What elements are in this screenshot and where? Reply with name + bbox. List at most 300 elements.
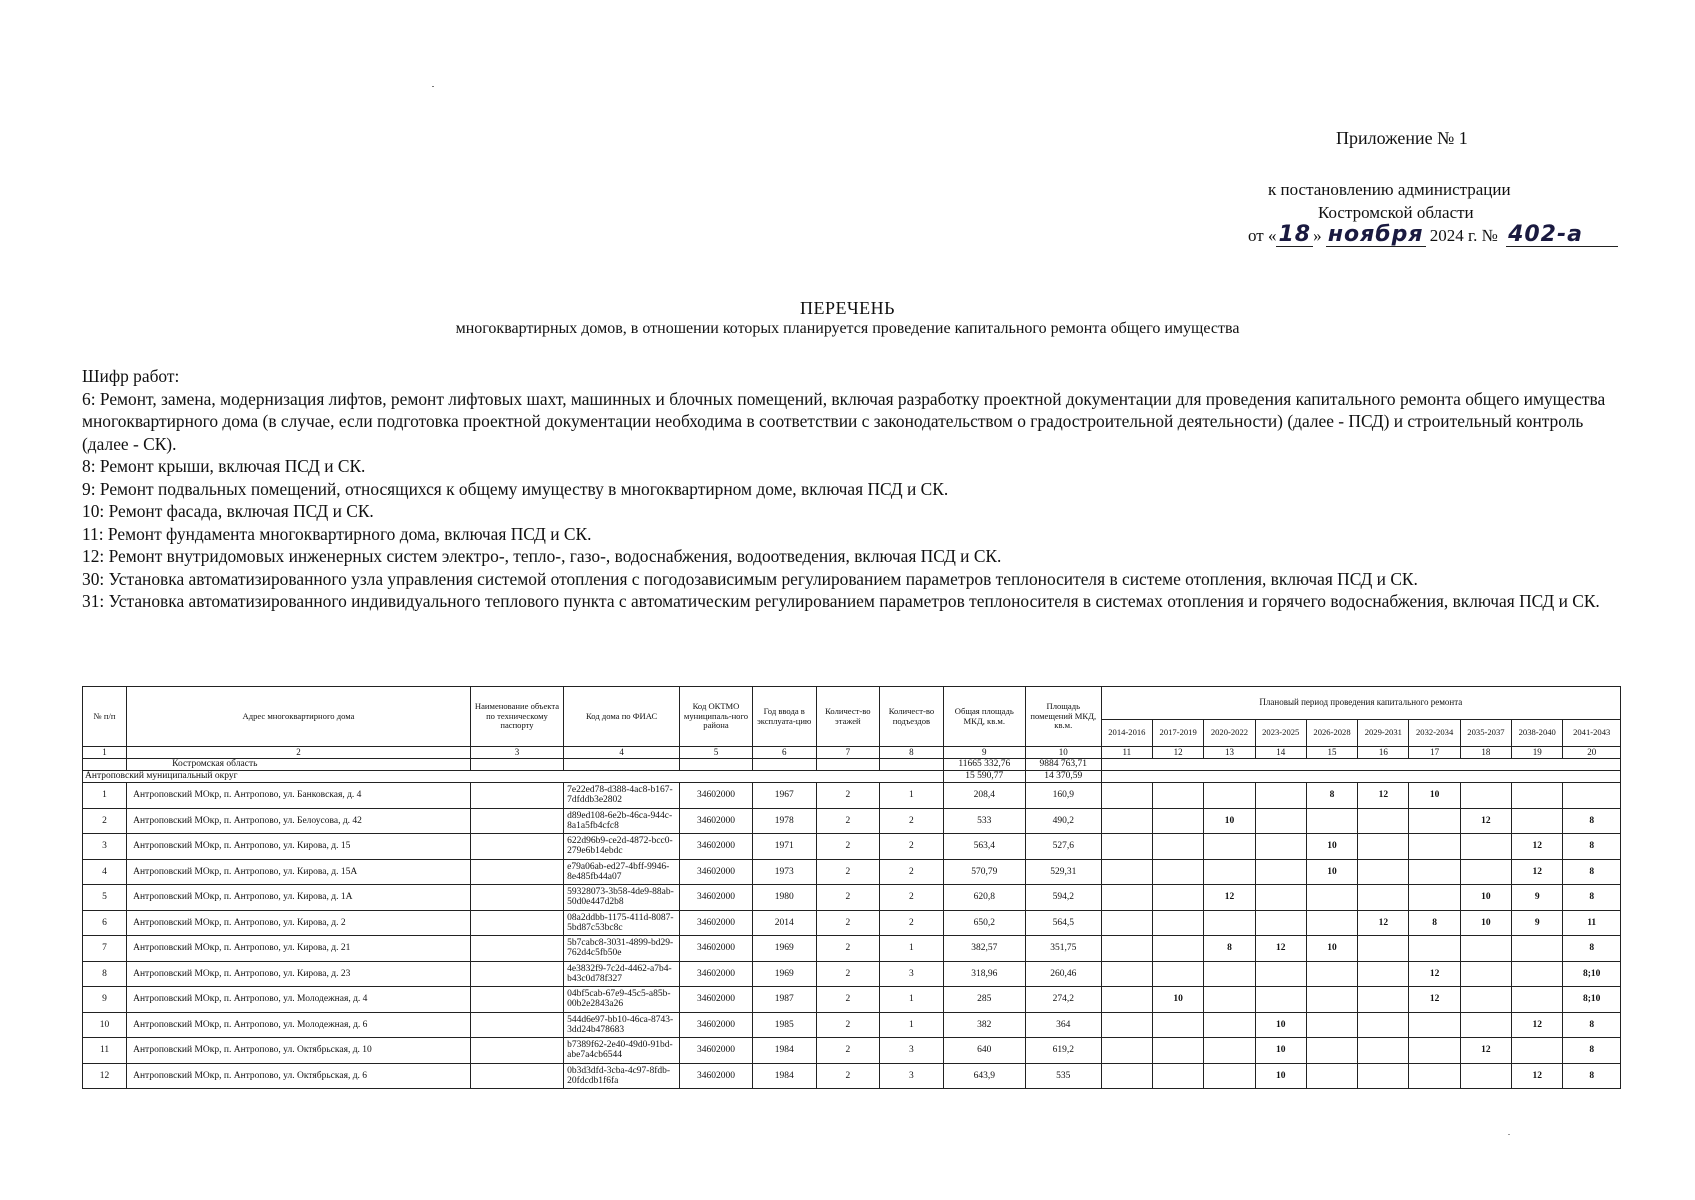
date-prefix: от « [1248, 226, 1277, 245]
plan-code-cell [1255, 834, 1306, 860]
address-cell: Антроповский МОкр, п. Антропово, ул. Молодежная, д. 6 [127, 1012, 471, 1038]
header-num: № п/п [83, 687, 127, 747]
object-name-cell [470, 961, 563, 987]
entrances-cell: 3 [880, 961, 944, 987]
plan-code-cell [1306, 1012, 1357, 1038]
object-name-cell [470, 859, 563, 885]
plan-code-cell [1153, 1038, 1204, 1064]
plan-code-cell: 8 [1306, 783, 1357, 809]
plan-code-cell: 10 [1409, 783, 1460, 809]
document-title: ПЕРЕЧЕНЬ [799, 298, 896, 318]
period-header: 2023-2025 [1255, 720, 1306, 747]
column-number: 4 [564, 747, 680, 759]
rooms-area-cell: 529,31 [1025, 859, 1101, 885]
plan-code-cell [1460, 936, 1511, 962]
handwritten-day: 18 [1278, 222, 1312, 247]
column-number: 15 [1306, 747, 1357, 759]
column-number: 17 [1409, 747, 1460, 759]
entrances-cell: 2 [880, 808, 944, 834]
period-header: 2029-2031 [1358, 720, 1409, 747]
plan-code-cell [1409, 936, 1460, 962]
plan-code-cell [1306, 1063, 1357, 1089]
plan-code-cell: 12 [1409, 961, 1460, 987]
rooms-area-cell: 274,2 [1025, 987, 1101, 1013]
rooms-area-cell: 260,46 [1025, 961, 1101, 987]
fias-code-cell: b7389f62-2e40-49d0-91bd-abe7a4cb6544 [564, 1038, 680, 1064]
column-number: 1 [83, 747, 127, 759]
period-header: 2041-2043 [1563, 720, 1621, 747]
entrances-cell: 1 [880, 936, 944, 962]
plan-code-cell: 10 [1306, 834, 1357, 860]
oktmo-cell: 34602000 [680, 834, 753, 860]
header-object-name: Наименование объекта по техническому паспорту [470, 687, 563, 747]
year-cell: 1984 [752, 1038, 816, 1064]
plan-code-cell [1409, 1063, 1460, 1089]
floors-cell: 2 [816, 910, 880, 936]
plan-code-cell: 12 [1358, 783, 1409, 809]
table-row [83, 885, 1621, 911]
plan-code-cell: 10 [1306, 936, 1357, 962]
oktmo-cell: 34602000 [680, 987, 753, 1013]
column-number: 14 [1255, 747, 1306, 759]
region-total-area: 11665 332,76 [943, 759, 1025, 771]
object-name-cell [470, 936, 563, 962]
plan-code-cell [1101, 987, 1152, 1013]
empty-cell [816, 759, 880, 771]
row-number: 7 [83, 936, 127, 962]
plan-code-cell [1512, 1038, 1563, 1064]
table-row [83, 936, 1621, 962]
column-number: 12 [1153, 747, 1204, 759]
oktmo-cell: 34602000 [680, 936, 753, 962]
total-area-cell: 208,4 [943, 783, 1025, 809]
district-label: Антроповский муниципальный округ [83, 771, 944, 783]
legend-item: 10: Ремонт фасада, включая ПСД и СК. [82, 501, 374, 521]
plan-code-cell: 8 [1563, 808, 1621, 834]
plan-code-cell [1358, 834, 1409, 860]
row-number: 2 [83, 808, 127, 834]
plan-code-cell [1204, 987, 1255, 1013]
total-area-cell: 382 [943, 1012, 1025, 1038]
work-codes-legend [82, 365, 1622, 613]
plan-code-cell: 12 [1358, 910, 1409, 936]
oktmo-cell: 34602000 [680, 1063, 753, 1089]
entrances-cell: 1 [880, 987, 944, 1013]
row-number: 3 [83, 834, 127, 860]
plan-code-cell: 8 [1563, 834, 1621, 860]
plan-code-cell [1153, 783, 1204, 809]
fias-code-cell: 59328073-3b58-4de9-88ab-50d0e447d2b8 [564, 885, 680, 911]
address-cell: Антроповский МОкр, п. Антропово, ул. Кирова, д. 21 [127, 936, 471, 962]
plan-code-cell [1512, 961, 1563, 987]
entrances-cell: 2 [880, 859, 944, 885]
object-name-cell [470, 987, 563, 1013]
plan-code-cell [1358, 1012, 1409, 1038]
plan-code-cell: 8 [1563, 885, 1621, 911]
fias-code-cell: 08a2ddbb-1175-411d-8087-5bd87c53bc8c [564, 910, 680, 936]
period-header: 2038-2040 [1512, 720, 1563, 747]
period-header: 2026-2028 [1306, 720, 1357, 747]
rooms-area-cell: 351,75 [1025, 936, 1101, 962]
plan-code-cell: 12 [1512, 1063, 1563, 1089]
table-row [83, 1063, 1621, 1089]
legend-item: 31: Установка автоматизированного индивидуального теплового пункта с автоматическим регулированием параметров теплоносителя в системах отопления и горячего водоснабжения, включая ПСД и СК. [82, 591, 1600, 611]
row-number: 8 [83, 961, 127, 987]
plan-code-cell: 8 [1563, 1012, 1621, 1038]
scan-speck [432, 86, 434, 87]
floors-cell: 2 [816, 1063, 880, 1089]
plan-code-cell [1358, 961, 1409, 987]
column-number: 3 [470, 747, 563, 759]
oktmo-cell: 34602000 [680, 910, 753, 936]
object-name-cell [470, 885, 563, 911]
plan-code-cell [1306, 1038, 1357, 1064]
plan-code-cell: 8 [1563, 1063, 1621, 1089]
plan-code-cell [1153, 834, 1204, 860]
district-rooms-area: 14 370,59 [1025, 771, 1101, 783]
handwritten-month: ноября [1327, 222, 1424, 247]
plan-code-cell: 12 [1512, 859, 1563, 885]
plan-code-cell [1101, 1038, 1152, 1064]
legend-item: 6: Ремонт, замена, модернизация лифтов, ремонт лифтовых шахт, машинных и блочных помещений, включая разработку проектной документации для проведения капитального ремонта общего имущества многоквартирного дома (в случае, если подготовка проектной документации необходима в соответствии с законодательством о градостроительной деятельности) (далее - ПСД) и строительный контроль (далее - СК). [82, 388, 1606, 454]
column-number: 2 [127, 747, 471, 759]
plan-code-cell [1255, 987, 1306, 1013]
fias-code-cell: 7e22ed78-d388-4ac8-b167-7dfddb3e2802 [564, 783, 680, 809]
plan-code-cell: 8 [1563, 936, 1621, 962]
resolution-date-line [1248, 224, 1618, 247]
fias-code-cell: d89ed108-6e2b-46ca-944c-8a1a5fb4cfc8 [564, 808, 680, 834]
fias-code-cell: 622d96b9-ce2d-4872-bcc0-279e6b14ebdc [564, 834, 680, 860]
district-total-area: 15 590,77 [943, 771, 1025, 783]
plan-code-cell: 12 [1512, 834, 1563, 860]
plan-code-cell [1409, 834, 1460, 860]
plan-code-cell [1460, 1063, 1511, 1089]
plan-code-cell: 10 [1306, 859, 1357, 885]
plan-code-cell [1101, 885, 1152, 911]
object-name-cell [470, 1063, 563, 1089]
rooms-area-cell: 535 [1025, 1063, 1101, 1089]
plan-code-cell: 12 [1460, 808, 1511, 834]
plan-code-cell [1409, 885, 1460, 911]
region-label: Костромская область [127, 759, 471, 771]
repair-table-wrap [82, 686, 1621, 1089]
plan-code-cell [1153, 910, 1204, 936]
plan-code-cell [1153, 1012, 1204, 1038]
column-number: 7 [816, 747, 880, 759]
address-cell: Антроповский МОкр, п. Антропово, ул. Кирова, д. 15А [127, 859, 471, 885]
header-address: Адрес многоквартирного дома [127, 687, 471, 747]
oktmo-cell: 34602000 [680, 961, 753, 987]
address-cell: Антроповский МОкр, п. Антропово, ул. Кирова, д. 2 [127, 910, 471, 936]
legend-item: 12: Ремонт внутридомовых инженерных систем электро-, тепло-, газо-, водоснабжения, водоотведения, включая ПСД и СК. [82, 546, 1002, 566]
plan-code-cell [1204, 1063, 1255, 1089]
plan-code-cell [1153, 936, 1204, 962]
handwritten-number: 402-а [1506, 224, 1618, 247]
year-cell: 1969 [752, 961, 816, 987]
floors-cell: 2 [816, 961, 880, 987]
header-oktmo: Код ОКТМО муниципаль-ного района [680, 687, 753, 747]
year-cell: 1967 [752, 783, 816, 809]
total-area-cell: 382,57 [943, 936, 1025, 962]
region-num-cell [83, 759, 127, 771]
header-total-area: Общая площадь МКД, кв.м. [943, 687, 1025, 747]
entrances-cell: 1 [880, 1012, 944, 1038]
plan-code-cell [1409, 1012, 1460, 1038]
plan-code-cell [1153, 885, 1204, 911]
address-cell: Антроповский МОкр, п. Антропово, ул. Банковская, д. 4 [127, 783, 471, 809]
year-cell: 1985 [752, 1012, 816, 1038]
year-cell: 1984 [752, 1063, 816, 1089]
plan-code-cell [1358, 987, 1409, 1013]
total-area-cell: 533 [943, 808, 1025, 834]
object-name-cell [470, 808, 563, 834]
table-row [83, 987, 1621, 1013]
plan-code-cell: 11 [1563, 910, 1621, 936]
region-total-row [83, 759, 1621, 771]
plan-code-cell [1460, 961, 1511, 987]
table-row [83, 910, 1621, 936]
document-subtitle: многоквартирных домов, в отношении которых планируется проведение капитального ремонта общего имущества [455, 320, 1240, 337]
entrances-cell: 1 [880, 783, 944, 809]
plan-code-cell: 10 [1255, 1012, 1306, 1038]
column-number: 13 [1204, 747, 1255, 759]
plan-code-cell [1255, 910, 1306, 936]
legend-item: 30: Установка автоматизированного узла управления системой отопления с погодозависимым регулированием параметров теплоносителя в системе отопления, включая ПСД и СК. [82, 568, 1418, 589]
plan-code-cell: 8;10 [1563, 987, 1621, 1013]
oktmo-cell: 34602000 [680, 859, 753, 885]
plan-code-cell: 8;10 [1563, 961, 1621, 987]
entrances-cell: 2 [880, 885, 944, 911]
fias-code-cell: 4e3832f9-7c2d-4462-a7b4-b43c0d78f327 [564, 961, 680, 987]
object-name-cell [470, 783, 563, 809]
table-row [83, 783, 1621, 809]
plan-code-cell [1101, 783, 1152, 809]
column-number: 20 [1563, 747, 1621, 759]
plan-code-cell [1255, 885, 1306, 911]
plan-code-cell [1460, 1012, 1511, 1038]
plan-code-cell: 12 [1409, 987, 1460, 1013]
header-fias: Код дома по ФИАС [564, 687, 680, 747]
table-body [83, 747, 1621, 1089]
legend-items [82, 388, 1622, 613]
plan-code-cell: 9 [1512, 885, 1563, 911]
empty-cell [680, 759, 753, 771]
plan-code-cell: 10 [1460, 885, 1511, 911]
object-name-cell [470, 910, 563, 936]
legend-item: 8: Ремонт крыши, включая ПСД и СК. [82, 456, 366, 476]
address-cell: Антроповский МОкр, п. Антропово, ул. Кирова, д. 23 [127, 961, 471, 987]
plan-code-cell [1358, 1063, 1409, 1089]
total-area-cell: 563,4 [943, 834, 1025, 860]
plan-code-cell [1306, 910, 1357, 936]
plan-code-cell [1101, 961, 1152, 987]
plan-code-cell [1204, 961, 1255, 987]
fias-code-cell: 0b3d3dfd-3cba-4c97-8fdb-20fdcdb1f6fa [564, 1063, 680, 1089]
plan-code-cell [1306, 885, 1357, 911]
object-name-cell [470, 834, 563, 860]
fias-code-cell: e79a06ab-ed27-4bff-9946-8e485fb44a07 [564, 859, 680, 885]
fias-code-cell: 544d6e97-bb10-46ca-8743-3dd24b478683 [564, 1012, 680, 1038]
address-cell: Антроповский МОкр, п. Антропово, ул. Кирова, д. 15 [127, 834, 471, 860]
district-total-row [83, 771, 1621, 783]
plan-code-cell [1512, 936, 1563, 962]
floors-cell: 2 [816, 808, 880, 834]
plan-code-cell [1460, 783, 1511, 809]
plan-code-cell [1101, 859, 1152, 885]
address-cell: Антроповский МОкр, п. Антропово, ул. Белоусова, д. 42 [127, 808, 471, 834]
empty-cell [752, 759, 816, 771]
period-header: 2035-2037 [1460, 720, 1511, 747]
header-floors: Количест-во этажей [816, 687, 880, 747]
plan-code-cell [1153, 961, 1204, 987]
total-area-cell: 640 [943, 1038, 1025, 1064]
total-area-cell: 643,9 [943, 1063, 1025, 1089]
plan-code-cell [1204, 859, 1255, 885]
rooms-area-cell: 594,2 [1025, 885, 1101, 911]
legend-item: 9: Ремонт подвальных помещений, относящихся к общему имуществу в многоквартирном доме, включая ПСД и СК. [82, 478, 949, 499]
empty-cell [470, 759, 563, 771]
header-year: Год ввода в эксплуата-цию [752, 687, 816, 747]
column-numbers-row [83, 747, 1621, 759]
floors-cell: 2 [816, 1038, 880, 1064]
total-area-cell: 650,2 [943, 910, 1025, 936]
floors-cell: 2 [816, 936, 880, 962]
year-cell: 1987 [752, 987, 816, 1013]
oktmo-cell: 34602000 [680, 885, 753, 911]
address-cell: Антроповский МОкр, п. Антропово, ул. Октябрьская, д. 10 [127, 1038, 471, 1064]
oktmo-cell: 34602000 [680, 783, 753, 809]
floors-cell: 2 [816, 1012, 880, 1038]
plan-code-cell [1409, 808, 1460, 834]
row-number: 11 [83, 1038, 127, 1064]
oktmo-cell: 34602000 [680, 1012, 753, 1038]
year-cell: 1969 [752, 936, 816, 962]
plan-code-cell: 12 [1460, 1038, 1511, 1064]
column-number: 8 [880, 747, 944, 759]
plan-code-cell [1204, 834, 1255, 860]
oktmo-cell: 34602000 [680, 1038, 753, 1064]
column-number: 9 [943, 747, 1025, 759]
total-area-cell: 318,96 [943, 961, 1025, 987]
empty-cell [564, 759, 680, 771]
fias-code-cell: 5b7cabc8-3031-4899-bd29-762d4c5fb50e [564, 936, 680, 962]
row-number: 4 [83, 859, 127, 885]
resolution-reference: к постановлению администрации [1268, 180, 1511, 199]
object-name-cell [470, 1038, 563, 1064]
period-header: 2020-2022 [1204, 720, 1255, 747]
date-year: 2024 г. № [1429, 226, 1498, 245]
floors-cell: 2 [816, 987, 880, 1013]
plan-code-cell [1358, 885, 1409, 911]
row-number: 1 [83, 783, 127, 809]
plan-code-cell [1153, 859, 1204, 885]
period-header: 2014-2016 [1101, 720, 1152, 747]
entrances-cell: 2 [880, 910, 944, 936]
entrances-cell: 3 [880, 1038, 944, 1064]
plan-code-cell: 8 [1409, 910, 1460, 936]
floors-cell: 2 [816, 885, 880, 911]
table-row [83, 808, 1621, 834]
plan-code-cell [1153, 1063, 1204, 1089]
plan-code-cell [1460, 859, 1511, 885]
plan-code-cell [1255, 859, 1306, 885]
plan-code-cell [1306, 987, 1357, 1013]
column-number: 16 [1358, 747, 1409, 759]
plan-code-cell [1204, 1012, 1255, 1038]
legend-item: 11: Ремонт фундамента многоквартирного дома, включая ПСД и СК. [82, 523, 592, 544]
region-plan-cell [1101, 759, 1620, 771]
plan-code-cell [1512, 783, 1563, 809]
rooms-area-cell: 564,5 [1025, 910, 1101, 936]
column-number: 6 [752, 747, 816, 759]
row-number: 5 [83, 885, 127, 911]
rooms-area-cell: 527,6 [1025, 834, 1101, 860]
column-number: 5 [680, 747, 753, 759]
rooms-area-cell: 490,2 [1025, 808, 1101, 834]
plan-code-cell [1101, 910, 1152, 936]
row-number: 6 [83, 910, 127, 936]
total-area-cell: 285 [943, 987, 1025, 1013]
empty-cell [880, 759, 944, 771]
column-number: 11 [1101, 747, 1152, 759]
period-header: 2017-2019 [1153, 720, 1204, 747]
entrances-cell: 2 [880, 834, 944, 860]
plan-code-cell: 10 [1255, 1063, 1306, 1089]
object-name-cell [470, 1012, 563, 1038]
period-header: 2032-2034 [1409, 720, 1460, 747]
row-number: 10 [83, 1012, 127, 1038]
plan-code-cell [1358, 1038, 1409, 1064]
fias-code-cell: 04bf5cab-67e9-45c5-a85b-00b2e2843a26 [564, 987, 680, 1013]
plan-code-cell [1409, 859, 1460, 885]
year-cell: 1980 [752, 885, 816, 911]
table-row [83, 961, 1621, 987]
plan-code-cell [1204, 1038, 1255, 1064]
plan-code-cell [1358, 859, 1409, 885]
plan-code-cell: 10 [1460, 910, 1511, 936]
header-rooms-area: Площадь помещений МКД, кв.м. [1025, 687, 1101, 747]
plan-code-cell: 8 [1563, 859, 1621, 885]
plan-code-cell [1255, 961, 1306, 987]
resolution-region: Костромской области [1318, 203, 1474, 222]
rooms-area-cell: 160,9 [1025, 783, 1101, 809]
plan-code-cell [1255, 808, 1306, 834]
row-number: 12 [83, 1063, 127, 1089]
legend-heading: Шифр работ: [82, 366, 180, 386]
plan-code-cell [1306, 808, 1357, 834]
plan-code-cell [1101, 1012, 1152, 1038]
plan-code-cell [1255, 783, 1306, 809]
repair-table [82, 686, 1621, 1089]
plan-code-cell [1460, 987, 1511, 1013]
year-cell: 1973 [752, 859, 816, 885]
district-plan-cell [1101, 771, 1620, 783]
plan-code-cell [1409, 1038, 1460, 1064]
scan-speck [1508, 1134, 1510, 1135]
plan-code-cell: 8 [1204, 936, 1255, 962]
plan-code-cell [1306, 961, 1357, 987]
table-row [83, 834, 1621, 860]
plan-code-cell [1512, 987, 1563, 1013]
plan-code-cell [1204, 910, 1255, 936]
plan-code-cell [1563, 783, 1621, 809]
region-rooms-area: 9884 763,71 [1025, 759, 1101, 771]
plan-code-cell [1204, 783, 1255, 809]
row-number: 9 [83, 987, 127, 1013]
rooms-area-cell: 619,2 [1025, 1038, 1101, 1064]
year-cell: 1971 [752, 834, 816, 860]
floors-cell: 2 [816, 834, 880, 860]
